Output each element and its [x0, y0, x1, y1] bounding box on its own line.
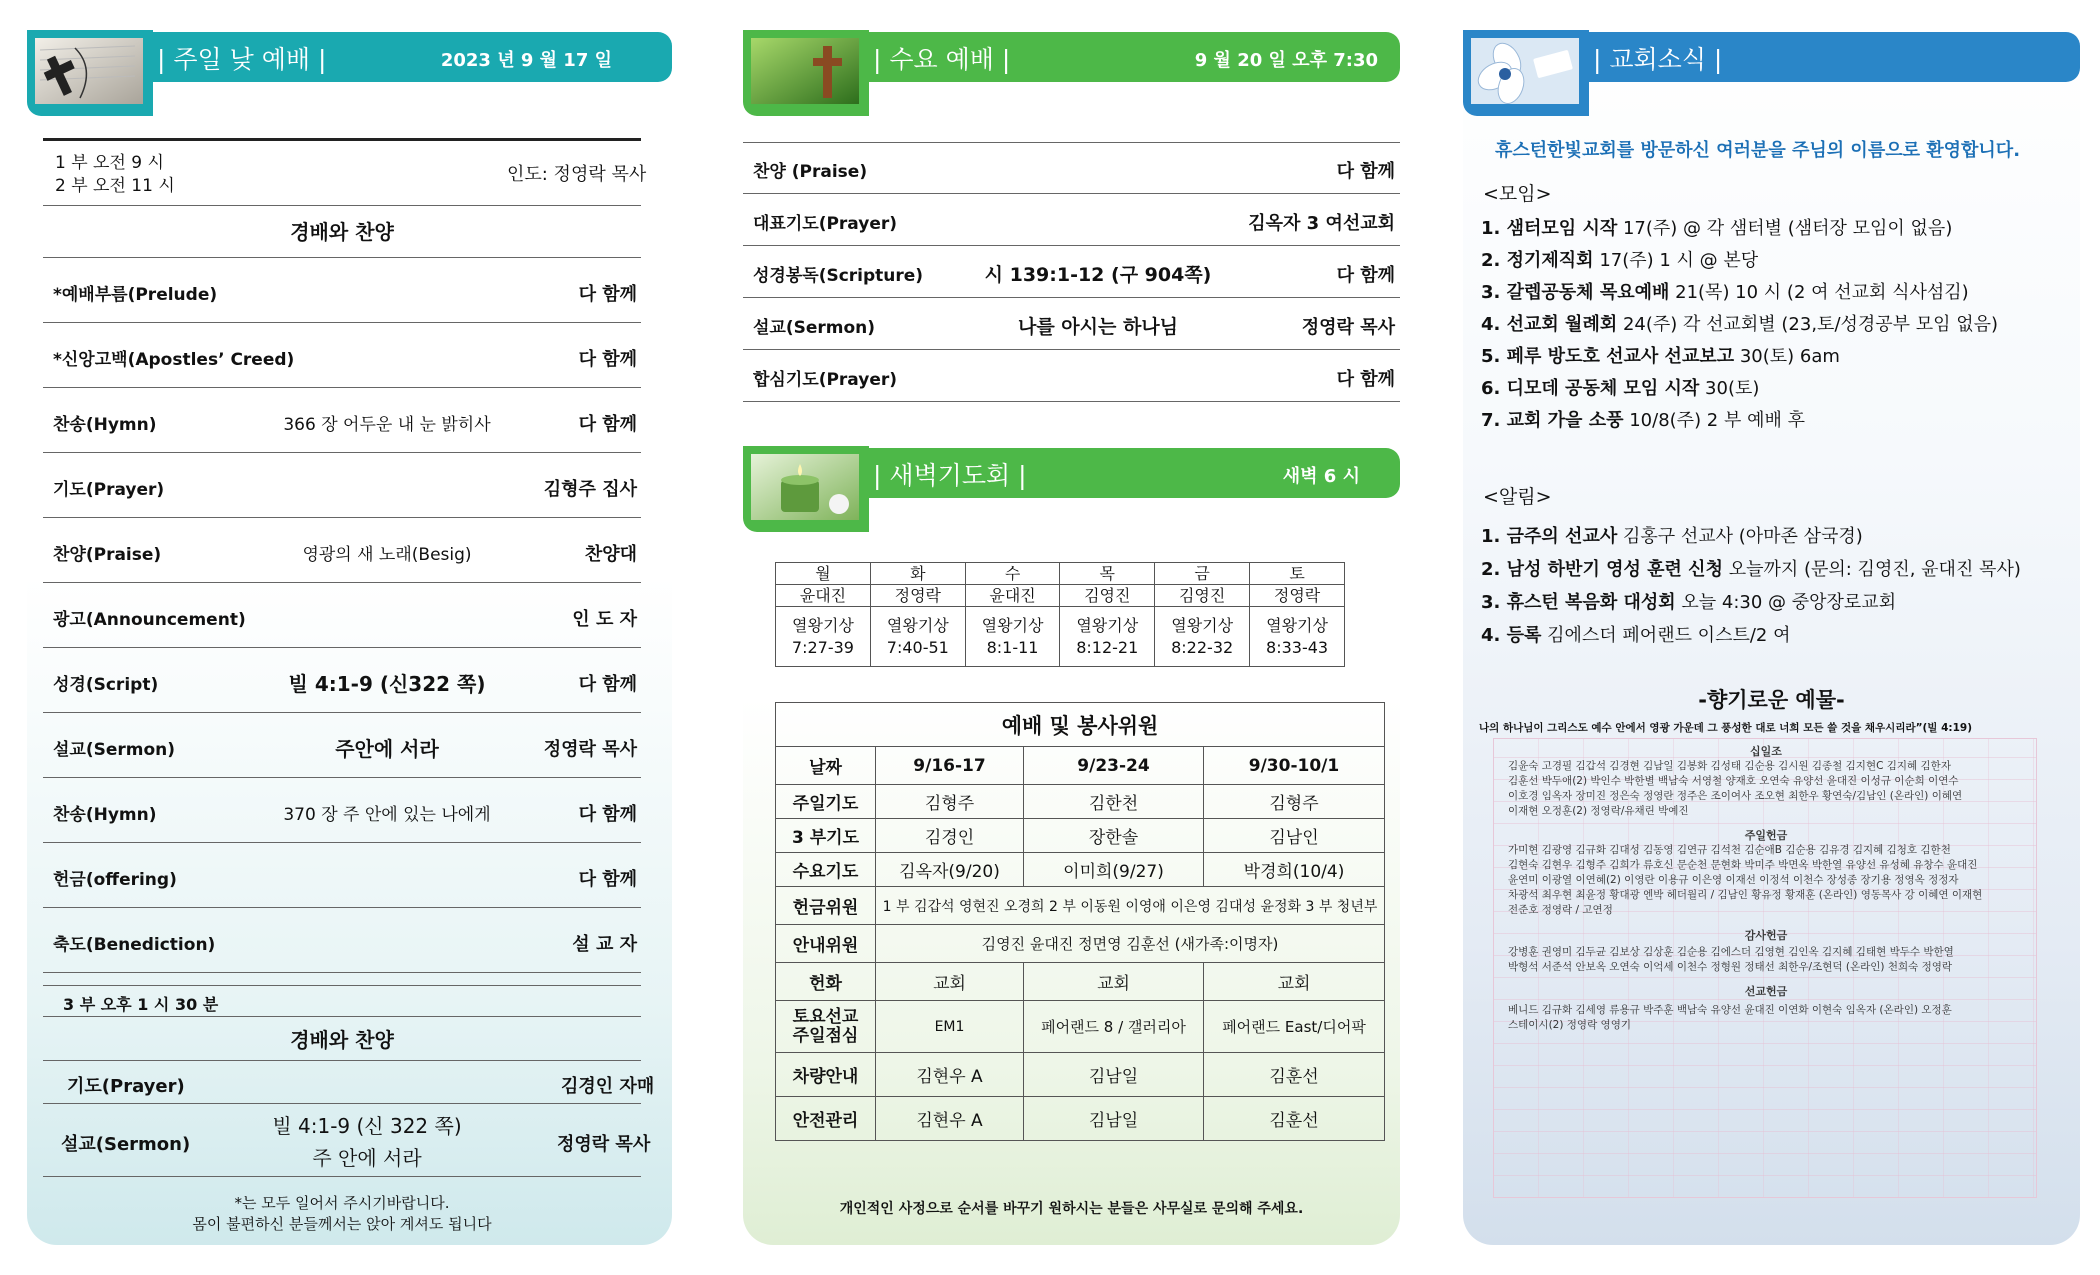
divider: [43, 452, 641, 453]
divider: [43, 972, 641, 973]
mission-offering-label: 선교헌금: [1744, 985, 1788, 998]
notice-item-body: 김홍구 선교사 (아마존 삼국경): [1622, 526, 1863, 547]
sunday-top-rule: [43, 138, 641, 141]
wed-item-detail: 시 139:1-12 (구 904쪽): [984, 264, 1212, 286]
gathering-item-body: 10/8(주) 2 부 예배 후: [1629, 410, 1805, 431]
dawn-leader: 정영락: [1250, 585, 1345, 607]
order-item-label: 찬양(Praise): [53, 545, 162, 565]
sunday-offering-label: 주일헌금: [1744, 829, 1788, 842]
order-item-detail: 366 장 어두운 내 눈 밝히사: [283, 415, 491, 435]
notice-item: [1481, 588, 1896, 614]
dawn-leader: 김영진: [1060, 585, 1155, 607]
gathering-item: [1481, 214, 1952, 240]
sermon3-preacher: 정영락 목사: [557, 1134, 651, 1155]
notice-item-body: 오늘까지 (문의: 김영진, 윤대진 목사): [1728, 559, 2021, 580]
divider: [43, 777, 641, 778]
divider: [743, 401, 1400, 402]
duty-row-label: 3 부기도: [776, 819, 876, 853]
dawn-passage: 7:40-51: [886, 637, 949, 657]
sermon3-label: 설교(Sermon): [61, 1134, 191, 1155]
duty-cell: 김옥자(9/20): [876, 853, 1024, 887]
order-item-person: 김형주 집사: [543, 479, 637, 500]
offering-name-line: 이호경 임옥자 장미진 정은숙 정영란 정주은 조이여사 조오현 최한우 황연숙/김남인 (온라인) 이혜연: [1508, 790, 1963, 802]
gathering-item-body: 30(토): [1705, 378, 1760, 399]
gathering-item-body: 21(목) 10 시 (2 여 선교회 식사섬김): [1675, 282, 1969, 303]
parking-cell-1: 김현우 A: [876, 1053, 1024, 1097]
dawn-thumbnail: [743, 446, 869, 532]
service-time-1: 1 부 오전 9 시: [55, 153, 164, 173]
notice-item-head: 3. 휴스턴 복음화 대성회: [1481, 592, 1676, 613]
order-item-label: 기도(Prayer): [53, 480, 165, 500]
section-title-worship-3: 경배와 찬양: [290, 1028, 394, 1052]
sunday-offering-names: [1508, 843, 1982, 918]
duty-row-label: 주일기도: [776, 785, 876, 819]
sunday-thumbnail: [27, 30, 153, 116]
gathering-item: [1481, 342, 1840, 368]
prayer3-label: 기도(Prayer): [67, 1076, 185, 1097]
dawn-book: 열왕기상: [1266, 615, 1328, 635]
wed-item-person: 다 함께: [1336, 369, 1395, 390]
duty-cell: 김남인: [1204, 819, 1385, 853]
gathering-item-head: 6. 디모데 공동체 모임 시작: [1481, 378, 1700, 399]
offering-name-line: 김현숙 김현우 김형주 김희가 류호신 문순천 문현화 박미주 박면옥 박한열 유양선 유성혜 유창수 윤대진: [1508, 859, 1978, 871]
notice-item-head: 1. 금주의 선교사: [1481, 526, 1618, 547]
duty-cell: 김경인: [876, 819, 1024, 853]
thanks-offering-label: 감사헌금: [1744, 929, 1788, 942]
duty-row: [776, 819, 1385, 853]
divider: [43, 517, 641, 518]
divider: [43, 582, 641, 583]
sermon3-passage: 빌 4:1-9 (신 322 쪽): [272, 1114, 462, 1138]
saturday-cell-1: EM1: [876, 1001, 1024, 1053]
bible-cross-icon: [35, 38, 143, 104]
sunday-leader: 인도: 정영락 목사: [507, 164, 647, 185]
dawn-day: 금: [1155, 563, 1250, 585]
order-item-person: 다 함께: [578, 804, 637, 825]
saturday-cell-2: 페어랜드 8 / 갤러리아: [1024, 1001, 1204, 1053]
dawn-passage-cell: [776, 607, 871, 667]
wednesday-date: 9 월 20 일 오후 7:30: [1194, 50, 1378, 71]
dawn-passage-cell: [1250, 607, 1345, 667]
offering-verse: 나의 하나님이 그리스도 예수 안에서 영광 가운데 그 풍성한 대로 너희 모든 쓸 것을 채우시리라”(빌 4:19): [1479, 722, 1973, 734]
duty-header-week3: 9/30-10/1: [1204, 747, 1385, 785]
dawn-day: 목: [1060, 563, 1155, 585]
dawn-book: 열왕기상: [1171, 615, 1234, 635]
prayer3-person: 김경인 자매: [561, 1076, 655, 1097]
wednesday-panel: [743, 30, 1400, 1245]
wed-item-label: 설교(Sermon): [753, 318, 876, 338]
offering-committee-label: 헌금위원: [776, 887, 876, 925]
safety-label: 안전관리: [776, 1097, 876, 1141]
dawn-book: 열왕기상: [792, 615, 854, 635]
divider: [43, 1176, 641, 1177]
service-time-2: 2 부 오전 11 시: [55, 176, 175, 196]
candle-icon: [751, 454, 859, 520]
offering-name-line: 베니드 김규화 김세영 류용규 박주훈 백남숙 유양선 윤대진 이연화 이현숙 임옥자 (온라인) 오정훈: [1508, 1004, 1952, 1016]
sermon3-title: 주 안에 서라: [312, 1146, 422, 1170]
divider: [743, 193, 1400, 194]
offering-name-line: 차광석 최우현 최윤정 황대광 엔박 헤더월리 / 김남인 황유정 황재훈 (온라인) 영동목사 강 이혜연 이재현: [1508, 889, 1983, 901]
flower-icon: [1471, 38, 1579, 104]
divider: [743, 349, 1400, 350]
dawn-day: 토: [1250, 563, 1345, 585]
dawn-time: 새벽 6 시: [1282, 466, 1360, 487]
notice-item-body: 김에스더 페어랜드 이스트/2 여: [1547, 625, 1791, 646]
divider: [43, 647, 641, 648]
dawn-passage: 8:22-32: [1171, 637, 1234, 657]
section-title-worship: 경배와 찬양: [290, 220, 394, 244]
order-item-label: 성경(Script): [53, 675, 159, 695]
third-service-time: 3 부 오후 1 시 30 분: [63, 995, 219, 1014]
wooden-cross-icon: [751, 38, 859, 104]
parking-cell-2: 김남일: [1024, 1053, 1204, 1097]
gathering-item: [1481, 406, 1805, 432]
gathering-item-head: 4. 선교회 월례회: [1481, 314, 1618, 335]
duty-cell: 박경희(10/4): [1204, 853, 1385, 887]
divider: [743, 245, 1400, 246]
order-item-label: 설교(Sermon): [53, 740, 176, 760]
duty-table: [775, 702, 1385, 1141]
flower-cell-2: 교회: [1024, 963, 1204, 1001]
duty-table-body: [776, 785, 1385, 887]
offering-list-box: [1493, 738, 2037, 1198]
order-item-detail: 주안에 서라: [335, 737, 439, 761]
sunday-panel: [27, 30, 672, 1245]
divider: [43, 985, 641, 986]
dawn-leader: 윤대진: [776, 585, 871, 607]
dawn-book: 열왕기상: [1076, 615, 1139, 635]
news-panel: [1463, 30, 2080, 1245]
offering-name-line: 스테이시(2) 정영락 영영기: [1508, 1019, 1631, 1031]
wednesday-thumbnail: [743, 30, 869, 116]
dawn-passage: 8:33-43: [1266, 637, 1329, 657]
order-item-label: 찬송(Hymn): [53, 805, 157, 825]
dawn-passage: 8:12-21: [1076, 637, 1139, 657]
order-item-person: 인 도 자: [572, 609, 637, 630]
order-item-label: *예배부름(Prelude): [53, 285, 218, 305]
divider: [43, 1016, 641, 1017]
wed-item-label: 합심기도(Prayer): [753, 370, 898, 390]
offering-name-line: 강병훈 권영미 김두균 김보상 김상훈 김순용 김에스더 김영현 김인옥 김지혜 김태현 박두수 박한열: [1508, 946, 1954, 958]
thanks-offering-names: [1508, 945, 1954, 975]
duty-footer-note: 개인적인 사정으로 순서를 바꾸기 원하시는 분들은 사무실로 문의해 주세요.: [839, 1201, 1304, 1217]
order-item-person: 다 함께: [578, 414, 637, 435]
order-item-label: 축도(Benediction): [53, 935, 216, 955]
divider: [43, 257, 641, 258]
order-item-person: 정영락 목사: [543, 739, 637, 760]
notice-item: [1481, 522, 1863, 548]
dawn-passage: 8:1-11: [986, 637, 1039, 657]
notice-item-body: 오늘 4:30 @ 중앙장로교회: [1681, 592, 1897, 613]
dawn-book: 열왕기상: [981, 615, 1044, 635]
dawn-passage-cell: [1060, 607, 1155, 667]
order-item-person: 다 함께: [578, 284, 637, 305]
dawn-passages-row: [776, 607, 1345, 667]
safety-cell-1: 김현우 A: [876, 1097, 1024, 1141]
news-title: | 교회소식 |: [1593, 45, 1723, 74]
offering-title: -향기로운 예물-: [1698, 688, 1845, 712]
sunday-date: 2023 년 9 월 17 일: [440, 50, 612, 71]
notice-item-head: 4. 등록: [1481, 625, 1542, 646]
order-item-person: 다 함께: [578, 869, 637, 890]
order-item-person: 다 함께: [578, 674, 637, 695]
wed-item-person: 김옥자 3 여선교회: [1248, 213, 1395, 234]
duty-title: 예배 및 봉사위원: [776, 703, 1385, 747]
order-item-detail: 영광의 새 노래(Besig): [302, 545, 472, 565]
gathering-item-head: 3. 갈렙공동체 목요예배: [1481, 282, 1670, 303]
saturday-cell-3: 페어랜드 East/디어팍: [1204, 1001, 1385, 1053]
duty-cell: 김한천: [1024, 785, 1204, 819]
flower-cell-3: 교회: [1204, 963, 1385, 1001]
gathering-item-head: 1. 샘터모임 시작: [1481, 218, 1618, 239]
duty-cell: 이미희(9/27): [1024, 853, 1204, 887]
offering-name-line: 박형석 서준석 안보옥 오연숙 이억세 이천수 정형원 정태선 최한우/조현덕 (온라인) 천희숙 정영락: [1508, 961, 1953, 973]
gathering-item-head: 7. 교회 가을 소풍: [1481, 410, 1624, 431]
gathering-item-body: 30(토) 6am: [1739, 346, 1840, 367]
dawn-passage-cell: [1155, 607, 1250, 667]
duty-cell: 김형주: [1204, 785, 1385, 819]
dawn-leader: 김영진: [1155, 585, 1250, 607]
tithe-label: 십일조: [1750, 745, 1782, 758]
offering-name-line: 전준호 정영락 / 고연정: [1508, 904, 1613, 916]
duty-header-date: 날짜: [776, 747, 876, 785]
offering-name-line: 김윤숙 고경필 김갑석 김경현 김남일 김봉화 김성태 김순용 김시원 김종철 김지현C 김지혜 김한자: [1508, 760, 1951, 772]
dawn-day: 화: [870, 563, 965, 585]
wed-item-person: 정영락 목사: [1301, 317, 1395, 338]
dawn-day: 수: [965, 563, 1060, 585]
wed-item-label: 성경봉독(Scripture): [753, 266, 924, 286]
wed-item-label: 찬양 (Praise): [753, 162, 868, 182]
saturday-label-line1: 토요선교: [792, 1006, 859, 1027]
usher-label: 안내위원: [776, 925, 876, 963]
notices-title: <알림>: [1483, 486, 1552, 508]
order-item-detail: 빌 4:1-9 (신322 쪽): [288, 672, 486, 696]
seated-note: 몸이 불편하신 분들께서는 앉아 계셔도 됩니다: [192, 1215, 492, 1233]
wed-item-person: 다 함께: [1336, 265, 1395, 286]
safety-cell-2: 김남일: [1024, 1097, 1204, 1141]
news-thumbnail: [1463, 30, 1589, 116]
dawn-leader: 정영락: [870, 585, 965, 607]
order-item-person: 다 함께: [578, 349, 637, 370]
sunday-title: | 주일 낮 예배 |: [157, 45, 327, 74]
wed-item-person: 다 함께: [1336, 161, 1395, 182]
order-item-label: *신앙고백(Apostles’ Creed): [53, 350, 295, 370]
divider: [43, 712, 641, 713]
divider: [43, 205, 641, 206]
dawn-passage: 7:27-39: [791, 637, 854, 657]
notice-item-head: 2. 남성 하반기 영성 훈련 신청: [1481, 559, 1723, 580]
welcome-message: 휴스턴한빛교회를 방문하신 여러분을 주님의 이름으로 환영합니다.: [1495, 140, 2021, 161]
gathering-item: [1481, 246, 1758, 272]
order-item-person: 설 교 자: [572, 934, 637, 955]
duty-row: [776, 853, 1385, 887]
saturday-label-line2: 주일점심: [792, 1025, 859, 1046]
dawn-leader: 윤대진: [965, 585, 1060, 607]
offering-committee-members: 1 부 김갑석 영현진 오경희 2 부 이동원 이영애 이은영 김대성 윤정화 3 부 청년부: [876, 887, 1385, 925]
standing-note: *는 모두 일어서 주시기바랍니다.: [234, 1194, 450, 1212]
gathering-item-body: 24(주) 각 선교회별 (23,토/성경공부 모임 없음): [1622, 314, 1999, 335]
divider: [43, 1103, 641, 1104]
duty-cell: 장한솔: [1024, 819, 1204, 853]
tithe-names: [1508, 759, 1962, 819]
gathering-item: [1481, 374, 1759, 400]
order-item-label: 광고(Announcement): [53, 610, 246, 630]
dawn-passage-cell: [965, 607, 1060, 667]
gathering-item-body: 17(주) 1 시 @ 본당: [1599, 250, 1759, 271]
gathering-item: [1481, 278, 1969, 304]
offering-name-line: 김훈선 박두애(2) 박인수 박한별 백남숙 서영철 양재호 오연숙 유양선 윤대진 이성규 이순희 이연수: [1508, 775, 1959, 787]
dawn-days-row: [776, 563, 1345, 585]
divider: [43, 322, 641, 323]
wednesday-title: | 수요 예배 |: [873, 45, 1011, 74]
duty-cell: 김형주: [876, 785, 1024, 819]
dawn-book: 열왕기상: [886, 615, 949, 635]
mission-offering-names: [1508, 1003, 1952, 1033]
duty-row-label: 수요기도: [776, 853, 876, 887]
divider: [743, 297, 1400, 298]
dawn-day: 월: [776, 563, 871, 585]
gathering-item-head: 2. 정기제직회: [1481, 250, 1594, 271]
duty-row: [776, 785, 1385, 819]
duty-header-week1: 9/16-17: [876, 747, 1024, 785]
gathering-item-head: 5. 페루 방도호 선교사 선교보고: [1481, 346, 1735, 367]
wed-item-label: 대표기도(Prayer): [753, 214, 898, 234]
dawn-passage-cell: [870, 607, 965, 667]
divider: [43, 387, 641, 388]
gathering-item-body: 17(주) @ 각 샘터별 (샘터장 모임이 없음): [1622, 218, 1953, 239]
divider: [43, 1060, 641, 1061]
duty-header-week2: 9/23-24: [1024, 747, 1204, 785]
order-item-detail: 370 장 주 안에 있는 나에게: [283, 805, 491, 825]
flower-cell-1: 교회: [876, 963, 1024, 1001]
offering-name-line: 이재현 오정훈(2) 정영락/유채린 박예진: [1508, 805, 1689, 817]
gatherings-title: <모임>: [1483, 183, 1552, 205]
wed-item-detail: 나를 아시는 하나님: [1017, 316, 1179, 338]
dawn-schedule-table: [775, 562, 1345, 667]
safety-cell-3: 김훈선: [1204, 1097, 1385, 1141]
dawn-title: | 새벽기도회 |: [873, 461, 1027, 490]
order-item-label: 헌금(offering): [53, 870, 177, 890]
gathering-item: [1481, 310, 1998, 336]
flower-label: 헌화: [776, 963, 876, 1001]
divider: [43, 907, 641, 908]
order-item-person: 찬양대: [584, 544, 637, 565]
parking-label: 차량안내: [776, 1053, 876, 1097]
offering-name-line: 가미현 김광영 김규화 김대성 김동영 김연규 김석천 김순애B 김순용 김유경 김지혜 김청호 김한천: [1508, 844, 1951, 856]
dawn-leaders-row: [776, 585, 1345, 607]
notice-item: [1481, 555, 2021, 581]
saturday-label: [776, 1001, 876, 1053]
order-item-label: 찬송(Hymn): [53, 415, 157, 435]
parking-cell-3: 김훈선: [1204, 1053, 1385, 1097]
notice-item: [1481, 621, 1790, 647]
usher-members: 김영진 윤대진 정면영 김훈선 (새가족:이명자): [876, 925, 1385, 963]
divider: [743, 142, 1400, 143]
divider: [43, 842, 641, 843]
offering-name-line: 윤연미 이광열 이연혜(2) 이영란 이용규 이은영 이재선 이정석 이천수 장성종 장기용 정영옥 정정자: [1508, 874, 1959, 886]
